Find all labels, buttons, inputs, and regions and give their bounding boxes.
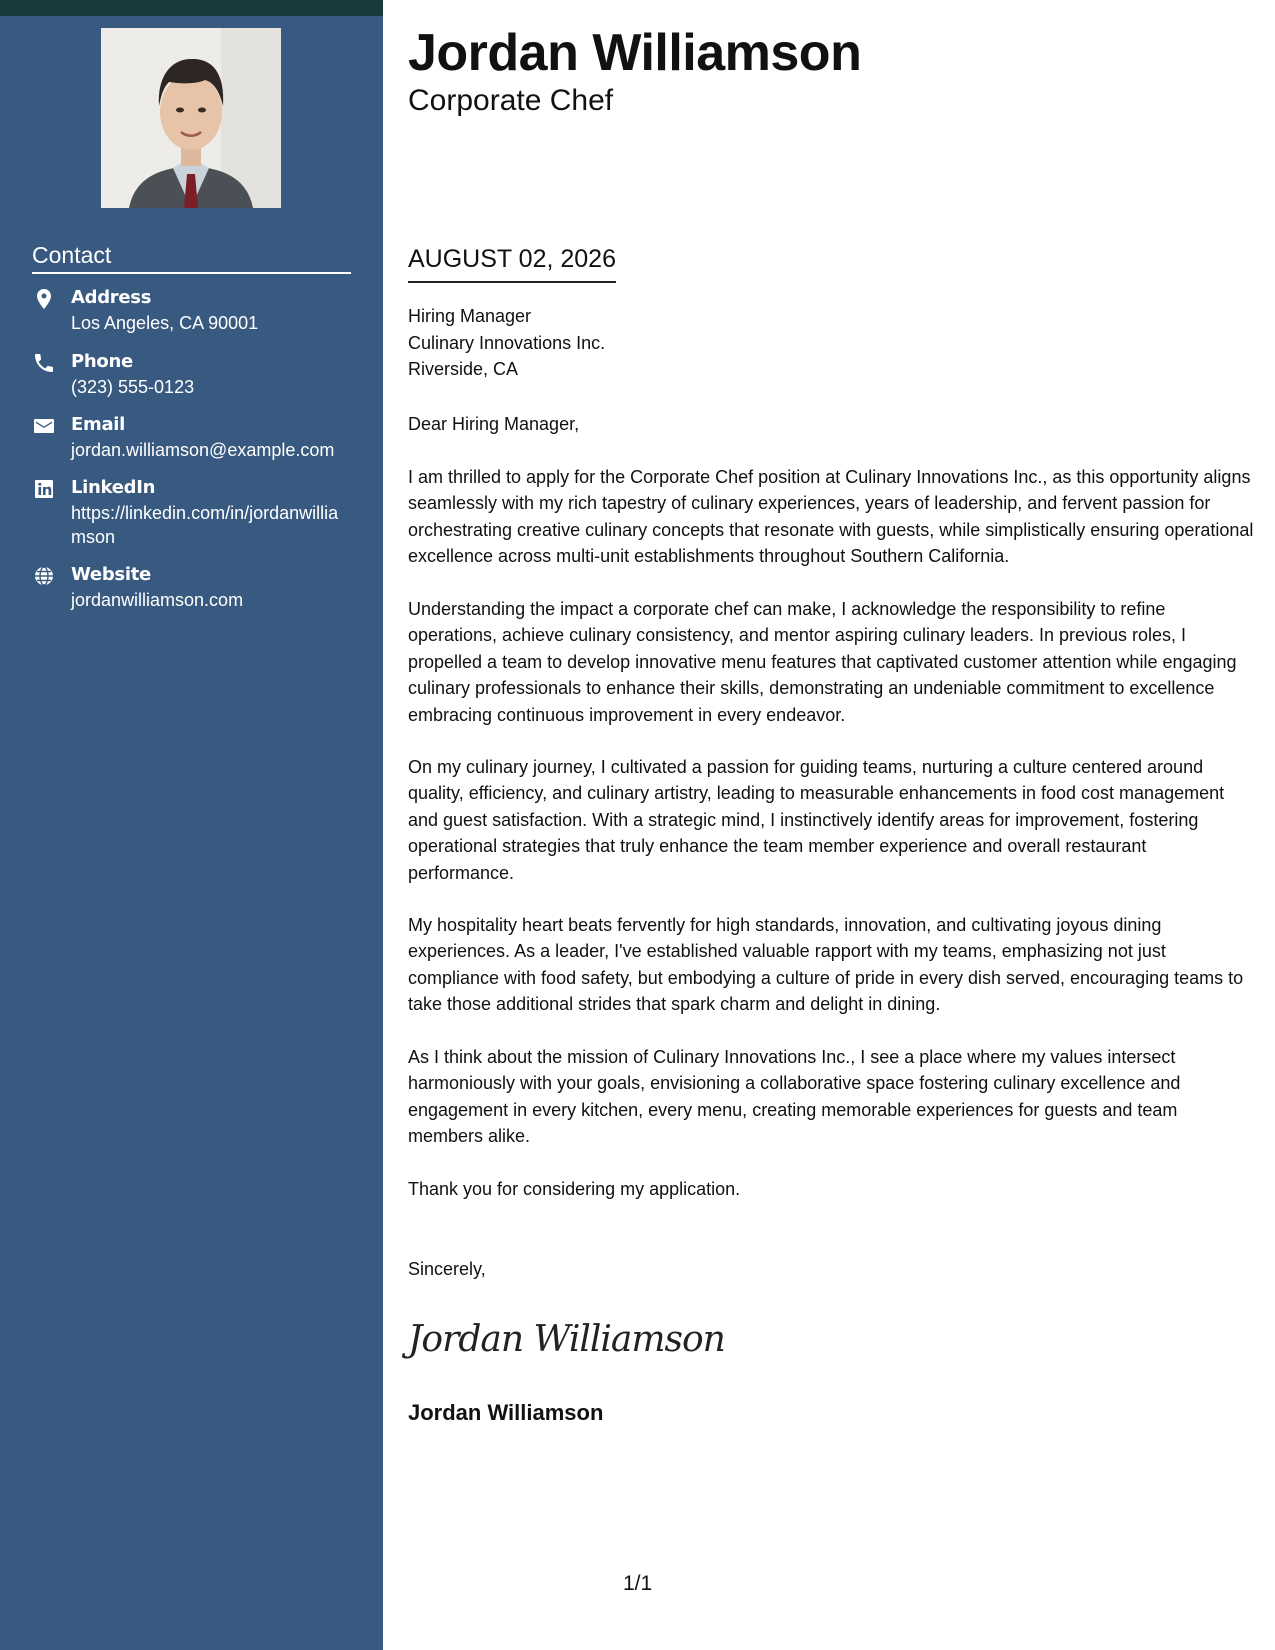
salutation: Dear Hiring Manager, <box>408 414 580 434</box>
signed-name: Jordan Williamson <box>408 1400 604 1425</box>
address-value: Los Angeles, CA 90001 <box>71 313 259 333</box>
linkedin-value[interactable]: https://linkedin.com/in/jordanwilliamson <box>71 503 339 547</box>
body-paragraph: I am thrilled to apply for the Corporate Chef position at Culinary Innovations Inc., as this opportunity aligns seamlessly with my rich tapestry of culinary experiences, years of leadership, and fervent passion for orchestrating creative culinary concepts that resonate with guests, while simplistically ensuring operational excellence across multi-unit establishments throughout Southern California. <box>408 467 1254 567</box>
body-paragraph: As I think about the mission of Culinary Innovations Inc., I see a place where my values intersect harmoniously with your goals, envisioning a collaborative space fostering culinary excellence and engagement in every kitchen, every menu, creating memorable experiences for guests and team members alike. <box>408 1047 1181 1147</box>
email-label: Email <box>71 414 126 435</box>
contact-phone <box>32 350 352 400</box>
map-pin-icon <box>32 287 56 311</box>
avatar <box>101 28 281 208</box>
globe-icon <box>32 564 56 588</box>
website-value[interactable]: jordanwilliamson.com <box>71 590 244 610</box>
linkedin-label: LinkedIn <box>71 477 156 498</box>
contact-website <box>32 563 352 613</box>
contact-address <box>32 286 352 336</box>
envelope-icon <box>32 414 56 438</box>
body-paragraph: Understanding the impact a corporate chef can make, I acknowledge the responsibility to refine operations, achieve culinary consistency, and mentor aspiring culinary leaders. In previous roles, I propelled a team to develop innovative menu features that captivated customer attention while engaging culinary professionals to enhance their skills, demonstrating an undeniable commitment to excellence embracing continuous improvement in every endeavor. <box>408 599 1237 725</box>
contact-email <box>32 413 352 463</box>
phone-label: Phone <box>71 351 133 372</box>
contact-linkedin <box>32 476 352 550</box>
body-paragraph: My hospitality heart beats fervently for high standards, innovation, and cultivating joyous dining experiences. As a leader, I've established valuable rapport with my teams, emphasizing not just compliance with food safety, but embodying a culture of pride in every dish served, encouraging teams to take those additional strides that spark charm and delight in dining. <box>408 915 1244 1015</box>
page-number: 1/1 <box>623 1572 653 1595</box>
letter-date: AUGUST 02, 2026 <box>408 243 616 283</box>
recipient-line: Riverside, CA <box>408 359 519 379</box>
phone-icon <box>32 351 56 375</box>
address-label: Address <box>71 287 152 308</box>
sidebar <box>0 0 383 1650</box>
linkedin-icon <box>32 477 56 501</box>
recipient-line: Hiring Manager <box>408 306 532 326</box>
sidebar-top-bar <box>0 0 383 16</box>
website-label: Website <box>71 564 151 585</box>
phone-value: (323) 555-0123 <box>71 377 195 397</box>
closing: Sincerely, <box>408 1259 486 1279</box>
contact-heading: Contact <box>32 241 351 274</box>
thank-you-line: Thank you for considering my application. <box>408 1179 741 1199</box>
email-value[interactable]: jordan.williamson@example.com <box>71 440 335 460</box>
applicant-name: Jordan Williamson <box>408 24 862 82</box>
recipient-line: Culinary Innovations Inc. <box>408 332 606 353</box>
body-paragraph: On my culinary journey, I cultivated a passion for guiding teams, nurturing a culture centered around quality, efficiency, and culinary artistry, leading to measurable enhancements in food cost management and guest satisfaction. With a strategic mind, I instinctively identify areas for improvement, fostering operational strategies that truly enhance the team member experience and overall restaurant performance. <box>408 757 1225 883</box>
job-title: Corporate Chef <box>408 84 614 117</box>
recipient-block <box>408 303 605 383</box>
signature: Jordan Williamson <box>408 1319 725 1360</box>
